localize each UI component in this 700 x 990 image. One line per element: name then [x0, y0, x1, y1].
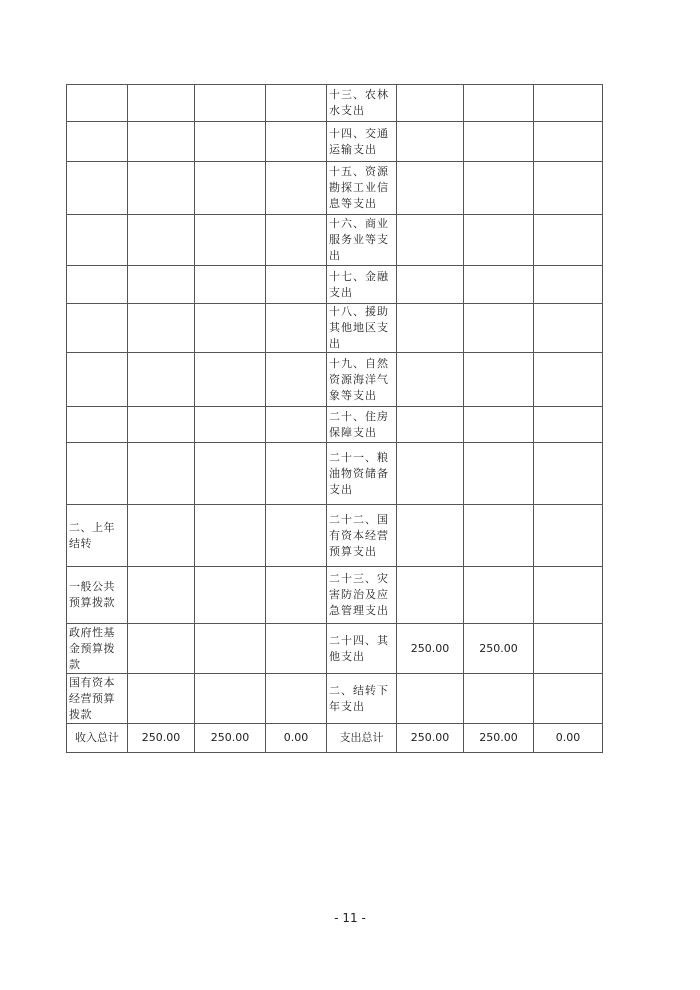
table-row	[67, 624, 603, 674]
expense-item-cell: 二十二、国有资本经营预算支出	[327, 505, 397, 567]
expense-value-cell	[534, 162, 603, 215]
expense-item-cell: 二十四、其他支出	[327, 624, 397, 674]
income-total-value: 0.00	[266, 724, 327, 753]
expense-item-cell: 十八、援助其他地区支出	[327, 304, 397, 353]
income-item-cell	[67, 215, 128, 266]
expense-value-cell	[464, 353, 534, 407]
income-item-cell	[67, 443, 128, 505]
totals-row	[67, 724, 603, 753]
expense-value-cell	[464, 162, 534, 215]
expense-value-cell	[534, 85, 603, 122]
expense-value-cell	[464, 215, 534, 266]
expense-total-value: 250.00	[464, 724, 534, 753]
expense-total-value: 250.00	[397, 724, 464, 753]
income-item-cell	[67, 353, 128, 407]
expense-value-cell	[534, 215, 603, 266]
expense-value-cell	[397, 505, 464, 567]
expense-value-cell	[397, 266, 464, 304]
expense-value-cell	[397, 85, 464, 122]
expense-value-cell	[534, 674, 603, 724]
expense-value-cell	[397, 674, 464, 724]
expense-value-cell	[464, 505, 534, 567]
expense-value-cell: 250.00	[464, 624, 534, 674]
expense-value-cell	[397, 407, 464, 443]
expense-item-cell: 十九、自然资源海洋气象等支出	[327, 353, 397, 407]
income-item-cell	[67, 162, 128, 215]
expense-value-cell	[397, 353, 464, 407]
expense-value-cell	[464, 266, 534, 304]
income-item-cell	[67, 85, 128, 122]
expense-item-cell: 二、结转下年支出	[327, 674, 397, 724]
income-item-cell: 二、上年 结转	[67, 505, 128, 567]
expense-value-cell	[534, 304, 603, 353]
income-item-cell: 一般公共预算拨款	[67, 567, 128, 624]
income-total-label: 收入总计	[67, 724, 128, 753]
expense-value-cell	[464, 674, 534, 724]
expense-value-cell	[397, 215, 464, 266]
expense-value-cell	[464, 304, 534, 353]
table-row	[67, 304, 603, 353]
expense-value-cell	[534, 353, 603, 407]
table-row	[67, 266, 603, 304]
income-item-cell	[67, 407, 128, 443]
expense-item-cell: 二十三、灾害防治及应急管理支出	[327, 567, 397, 624]
income-item-cell	[67, 122, 128, 162]
expense-value-cell	[464, 567, 534, 624]
table-row	[67, 215, 603, 266]
expense-value-cell	[397, 567, 464, 624]
table-row	[67, 162, 603, 215]
expense-value-cell	[534, 505, 603, 567]
expense-value-cell	[534, 443, 603, 505]
income-total-value: 250.00	[195, 724, 266, 753]
expense-value-cell	[397, 122, 464, 162]
expense-value-cell	[534, 266, 603, 304]
table-row	[67, 505, 603, 567]
table-row	[67, 353, 603, 407]
table-row	[67, 122, 603, 162]
income-item-cell: 国有资本经营预算拨款	[67, 674, 128, 724]
expense-value-cell	[464, 407, 534, 443]
income-item-cell	[67, 266, 128, 304]
expense-value-cell	[397, 443, 464, 505]
table-row	[67, 674, 603, 724]
table-row	[67, 567, 603, 624]
income-total-value: 250.00	[128, 724, 195, 753]
table-row	[67, 443, 603, 505]
expense-item-cell: 十三、农林水支出	[327, 85, 397, 122]
expense-value-cell	[397, 162, 464, 215]
expense-item-cell: 十五、资源勘探工业信息等支出	[327, 162, 397, 215]
table-row	[67, 407, 603, 443]
expense-item-cell: 十四、交通运输支出	[327, 122, 397, 162]
expense-item-cell: 十七、金融支出	[327, 266, 397, 304]
expense-value-cell	[464, 122, 534, 162]
income-item-cell: 政府性基金预算拨款	[67, 624, 128, 674]
expense-total-value: 0.00	[534, 724, 603, 753]
expense-value-cell	[534, 624, 603, 674]
expense-value-cell	[534, 122, 603, 162]
expense-total-label: 支出总计	[327, 724, 397, 753]
expense-item-cell: 二十、住房保障支出	[327, 407, 397, 443]
expense-value-cell	[397, 304, 464, 353]
expense-value-cell	[464, 85, 534, 122]
expense-value-cell: 250.00	[397, 624, 464, 674]
expense-item-cell: 二十一、粮油物资储备支出	[327, 443, 397, 505]
budget-table	[66, 84, 603, 753]
expense-value-cell	[534, 407, 603, 443]
expense-value-cell	[464, 443, 534, 505]
page-number: - 11 -	[334, 911, 366, 925]
income-item-cell	[67, 304, 128, 353]
table-row	[67, 85, 603, 122]
expense-item-cell: 十六、商业服务业等支出	[327, 215, 397, 266]
expense-value-cell	[534, 567, 603, 624]
